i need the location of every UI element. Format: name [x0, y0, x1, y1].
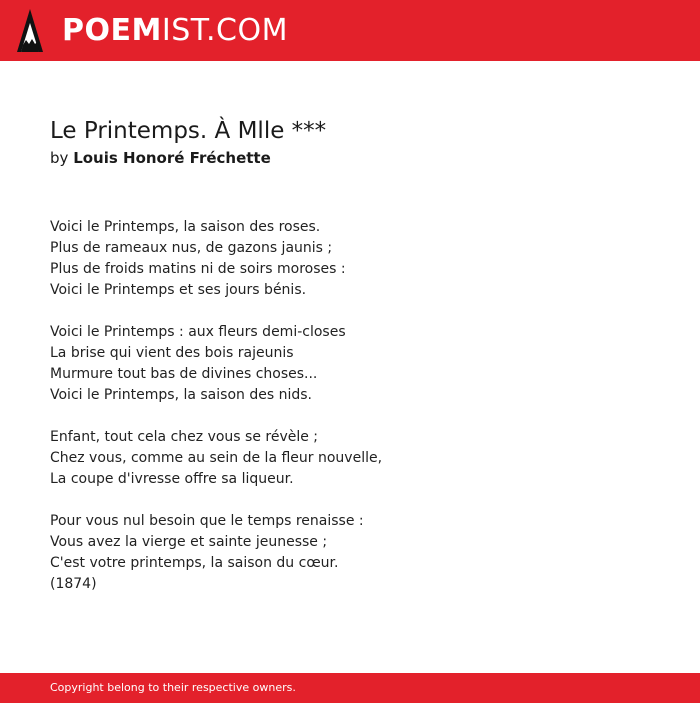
poem-line: Voici le Printemps, la saison des nids.: [50, 387, 312, 403]
stanza: [50, 511, 670, 574]
site-logo-text[interactable]: [62, 13, 288, 49]
stanza: [50, 217, 670, 301]
poem-line: Murmure tout bas de divines choses...: [50, 366, 318, 382]
copyright-text: Copyright belong to their respective owners.: [50, 681, 296, 694]
poem-line: Voici le Printemps, la saison des roses.: [50, 219, 321, 235]
poem-line: La coupe d'ivresse offre sa liqueur.: [50, 471, 294, 487]
by-label: by: [50, 149, 69, 167]
poem-line: Pour vous nul besoin que le temps renaisse :: [50, 513, 364, 529]
site-footer: [0, 673, 700, 703]
poem-line: Plus de froids matins ni de soirs moroses :: [50, 261, 346, 277]
poem-line: La brise qui vient des bois rajeunis: [50, 345, 294, 361]
stanza: [50, 322, 670, 406]
byline: [50, 146, 670, 170]
poem-line: Vous avez la vierge et sainte jeunesse ;: [50, 534, 328, 550]
poem-line: Plus de rameaux nus, de gazons jaunis ;: [50, 240, 333, 256]
site-header: [0, 0, 700, 61]
poem-line: C'est votre printemps, la saison du cœur.: [50, 555, 339, 571]
poem-content: [50, 116, 670, 595]
poem-line: Chez vous, comme au sein de la fleur nouvelle,: [50, 450, 383, 466]
poem-line: Enfant, tout cela chez vous se révèle ;: [50, 429, 319, 445]
pencil-icon[interactable]: [17, 9, 43, 52]
poem-line: Voici le Printemps et ses jours bénis.: [50, 282, 307, 298]
author-name: Louis Honoré Fréchette: [73, 149, 271, 167]
poem-year: (1874): [50, 576, 97, 592]
poem-line: Voici le Printemps : aux fleurs demi-closes: [50, 324, 346, 340]
poem-body: [50, 217, 670, 595]
stanza: [50, 427, 670, 490]
brand-bold: POEM: [62, 13, 162, 48]
poem-title: Le Printemps. À Mlle ***: [50, 118, 327, 144]
brand-light: IST.COM: [161, 13, 288, 48]
